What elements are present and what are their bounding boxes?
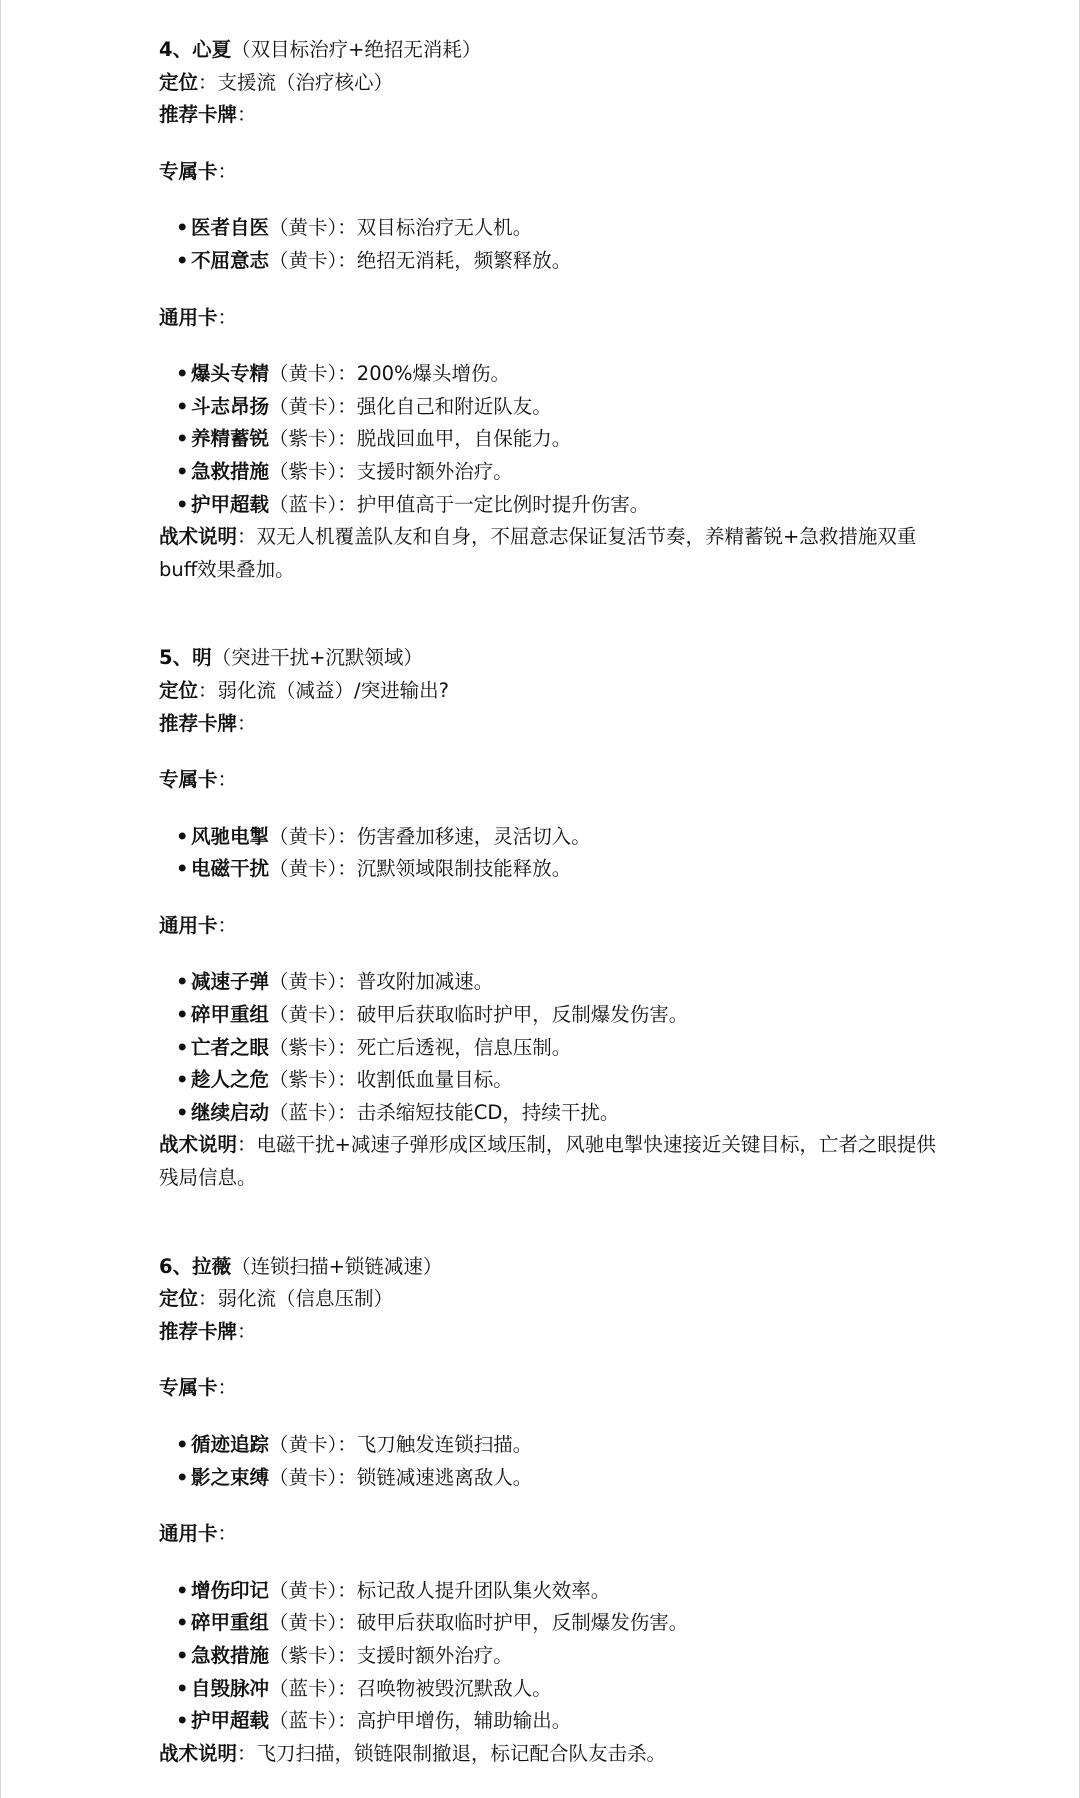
position-line bbox=[159, 675, 949, 708]
card-tier: （黄卡） bbox=[269, 970, 338, 994]
card-name: 电磁干扰 bbox=[191, 857, 270, 881]
exclusive-label: 专属卡 bbox=[159, 159, 218, 183]
card-tier: （黄卡） bbox=[269, 1611, 338, 1635]
position-label: 定位 bbox=[159, 70, 199, 94]
card-desc: ：200%爆头增伤。 bbox=[337, 362, 511, 386]
exclusive-card-list bbox=[159, 821, 949, 886]
tactic-label: 战术说明 bbox=[159, 1133, 238, 1157]
exclusive-heading bbox=[159, 156, 949, 189]
exclusive-heading bbox=[159, 1372, 949, 1405]
general-heading bbox=[159, 910, 949, 943]
card-name: 自毁脉冲 bbox=[191, 1676, 270, 1700]
colon: ： bbox=[237, 1319, 257, 1343]
hero-subtitle: （突进干扰+沉默领域） bbox=[211, 646, 423, 670]
general-heading bbox=[159, 1518, 949, 1551]
card-name: 碎甲重组 bbox=[191, 1611, 270, 1635]
card-desc: ：双目标治疗无人机。 bbox=[337, 216, 533, 240]
card-tier: （蓝卡） bbox=[269, 1709, 338, 1733]
list-item bbox=[159, 489, 949, 522]
exclusive-heading bbox=[159, 764, 949, 797]
section-heading bbox=[159, 34, 949, 67]
card-tier: （黄卡） bbox=[269, 824, 338, 848]
general-card-list bbox=[159, 966, 949, 1129]
position-value: ：弱化流（减益）/突进输出? bbox=[198, 678, 449, 702]
list-item bbox=[159, 1064, 949, 1097]
card-name: 爆头专精 bbox=[191, 362, 270, 386]
list-item bbox=[159, 1575, 949, 1608]
colon: ： bbox=[237, 711, 257, 735]
card-desc: ：伤害叠加移速，灵活切入。 bbox=[337, 824, 591, 848]
tactic-paragraph bbox=[159, 1738, 949, 1771]
exclusive-card-list bbox=[159, 1429, 949, 1494]
exclusive-label: 专属卡 bbox=[159, 768, 218, 792]
hero-title: 4、心夏 bbox=[159, 38, 232, 61]
card-name: 风驰电掣 bbox=[191, 824, 270, 848]
card-name: 护甲超载 bbox=[191, 1709, 270, 1733]
card-name: 趁人之危 bbox=[191, 1068, 270, 1092]
list-item bbox=[159, 821, 949, 854]
list-item bbox=[159, 245, 949, 278]
general-label: 通用卡 bbox=[159, 1522, 218, 1546]
card-name: 减速子弹 bbox=[191, 970, 270, 994]
card-name: 亡者之眼 bbox=[191, 1035, 270, 1059]
position-label: 定位 bbox=[159, 1287, 199, 1311]
colon: ： bbox=[217, 768, 238, 792]
list-item bbox=[159, 966, 949, 999]
list-item bbox=[159, 391, 949, 424]
card-name: 护甲超载 bbox=[191, 492, 270, 516]
card-desc: ：收割低血量目标。 bbox=[337, 1068, 513, 1092]
card-tier: （紫卡） bbox=[269, 1035, 338, 1059]
section-heading bbox=[159, 1251, 949, 1284]
exclusive-label: 专属卡 bbox=[159, 1376, 218, 1400]
tactic-label: 战术说明 bbox=[159, 1741, 238, 1765]
colon: ： bbox=[217, 159, 238, 183]
card-tier: （黄卡） bbox=[269, 1465, 338, 1489]
position-line bbox=[159, 67, 949, 100]
colon: ： bbox=[217, 913, 238, 937]
hero-section-4 bbox=[159, 34, 949, 586]
hero-title: 6、拉薇 bbox=[159, 1254, 232, 1278]
colon: ： bbox=[217, 1376, 238, 1400]
card-desc: ：锁链减速逃离敌人。 bbox=[337, 1465, 533, 1489]
card-desc: ：击杀缩短技能CD，持续干扰。 bbox=[337, 1100, 620, 1124]
recommend-line bbox=[159, 708, 949, 741]
hero-subtitle: （双目标治疗+绝招无消耗） bbox=[231, 38, 482, 61]
card-name: 斗志昂扬 bbox=[191, 394, 270, 418]
card-desc: ：支援时额外治疗。 bbox=[337, 459, 513, 483]
tactic-paragraph bbox=[159, 521, 949, 586]
recommend-line bbox=[159, 1316, 949, 1349]
card-tier: （黄卡） bbox=[269, 362, 338, 386]
list-item bbox=[159, 423, 949, 456]
card-desc: ：飞刀触发连锁扫描。 bbox=[337, 1433, 533, 1456]
card-name: 继续启动 bbox=[191, 1100, 270, 1124]
card-desc: ：脱战回血甲，自保能力。 bbox=[337, 427, 572, 451]
card-name: 医者自医 bbox=[191, 216, 270, 240]
position-value: ：支援流（治疗核心） bbox=[198, 70, 394, 94]
exclusive-card-list bbox=[159, 212, 949, 277]
card-tier: （蓝卡） bbox=[269, 1676, 338, 1700]
general-heading bbox=[159, 302, 949, 335]
tactic-label: 战术说明 bbox=[159, 525, 238, 549]
card-tier: （黄卡） bbox=[269, 1433, 338, 1456]
card-desc: ：召唤物被毁沉默敌人。 bbox=[337, 1676, 552, 1700]
card-name: 增伤印记 bbox=[191, 1578, 270, 1602]
hero-subtitle: （连锁扫描+锁链减速） bbox=[231, 1254, 443, 1278]
hero-section-5 bbox=[159, 642, 949, 1194]
position-label: 定位 bbox=[159, 678, 199, 702]
card-name: 循迹追踪 bbox=[191, 1433, 270, 1456]
tactic-text: ：电磁干扰+减速子弹形成区域压制，风驰电掣快速接近关键目标，亡者之眼提供残局信息。 bbox=[159, 1133, 936, 1190]
card-desc: ：破甲后获取临时护甲，反制爆发伤害。 bbox=[337, 1611, 689, 1635]
list-item bbox=[159, 1673, 949, 1706]
general-card-list bbox=[159, 1575, 949, 1738]
list-item bbox=[159, 1640, 949, 1673]
list-item bbox=[159, 212, 949, 245]
card-tier: （蓝卡） bbox=[269, 492, 338, 516]
list-item bbox=[159, 456, 949, 489]
card-desc: ：死亡后透视，信息压制。 bbox=[337, 1035, 572, 1059]
tactic-paragraph bbox=[159, 1129, 949, 1194]
position-value: ：弱化流（信息压制） bbox=[198, 1287, 394, 1311]
card-desc: ：破甲后获取临时护甲，反制爆发伤害。 bbox=[337, 1003, 689, 1027]
tactic-text: ：双无人机覆盖队友和自身，不屈意志保证复活节奏，养精蓄锐+急救措施双重buff效果叠加。 bbox=[159, 525, 917, 581]
card-desc: ：绝招无消耗，频繁释放。 bbox=[337, 248, 572, 272]
card-name: 养精蓄锐 bbox=[191, 427, 270, 451]
colon: ： bbox=[217, 1522, 238, 1546]
list-item bbox=[159, 1097, 949, 1130]
card-name: 不屈意志 bbox=[191, 248, 270, 272]
card-name: 影之束缚 bbox=[191, 1465, 270, 1489]
list-item bbox=[159, 999, 949, 1032]
card-tier: （黄卡） bbox=[269, 216, 338, 240]
card-tier: （蓝卡） bbox=[269, 1100, 338, 1124]
general-label: 通用卡 bbox=[159, 305, 218, 329]
card-tier: （黄卡） bbox=[269, 248, 338, 272]
card-tier: （黄卡） bbox=[269, 1003, 338, 1027]
colon: ： bbox=[237, 103, 257, 127]
card-tier: （黄卡） bbox=[269, 1578, 338, 1602]
card-desc: ：强化自己和附近队友。 bbox=[337, 394, 552, 418]
card-tier: （黄卡） bbox=[269, 394, 338, 418]
list-item bbox=[159, 1032, 949, 1065]
card-tier: （黄卡） bbox=[269, 857, 338, 881]
recommend-label: 推荐卡牌 bbox=[159, 711, 238, 735]
card-desc: ：高护甲增伤，辅助输出。 bbox=[337, 1709, 572, 1733]
recommend-line bbox=[159, 99, 949, 132]
list-item bbox=[159, 853, 949, 886]
card-desc: ：支援时额外治疗。 bbox=[337, 1643, 513, 1667]
hero-title: 5、明 bbox=[159, 646, 212, 670]
list-item bbox=[159, 1462, 949, 1495]
card-desc: ：标记敌人提升团队集火效率。 bbox=[337, 1578, 611, 1602]
position-line bbox=[159, 1283, 949, 1316]
section-heading bbox=[159, 642, 949, 675]
list-item bbox=[159, 1705, 949, 1738]
card-desc: ：沉默领域限制技能释放。 bbox=[337, 857, 572, 881]
card-desc: ：护甲值高于一定比例时提升伤害。 bbox=[337, 492, 650, 516]
hero-section-6 bbox=[159, 1251, 949, 1771]
card-tier: （紫卡） bbox=[269, 1068, 338, 1092]
recommend-label: 推荐卡牌 bbox=[159, 103, 238, 127]
colon: ： bbox=[217, 305, 238, 329]
card-name: 急救措施 bbox=[191, 459, 270, 483]
card-tier: （紫卡） bbox=[269, 459, 338, 483]
card-tier: （紫卡） bbox=[269, 1643, 338, 1667]
card-name: 急救措施 bbox=[191, 1643, 270, 1667]
card-desc: ：普攻附加减速。 bbox=[337, 970, 494, 994]
list-item bbox=[159, 1607, 949, 1640]
general-label: 通用卡 bbox=[159, 913, 218, 937]
recommend-label: 推荐卡牌 bbox=[159, 1319, 238, 1343]
general-card-list bbox=[159, 358, 949, 521]
list-item bbox=[159, 358, 949, 391]
tactic-text: ：飞刀扫描，锁链限制撤退，标记配合队友击杀。 bbox=[237, 1741, 667, 1765]
document-body bbox=[159, 34, 949, 1770]
card-name: 碎甲重组 bbox=[191, 1003, 270, 1027]
list-item bbox=[159, 1429, 949, 1462]
card-tier: （紫卡） bbox=[269, 427, 338, 451]
